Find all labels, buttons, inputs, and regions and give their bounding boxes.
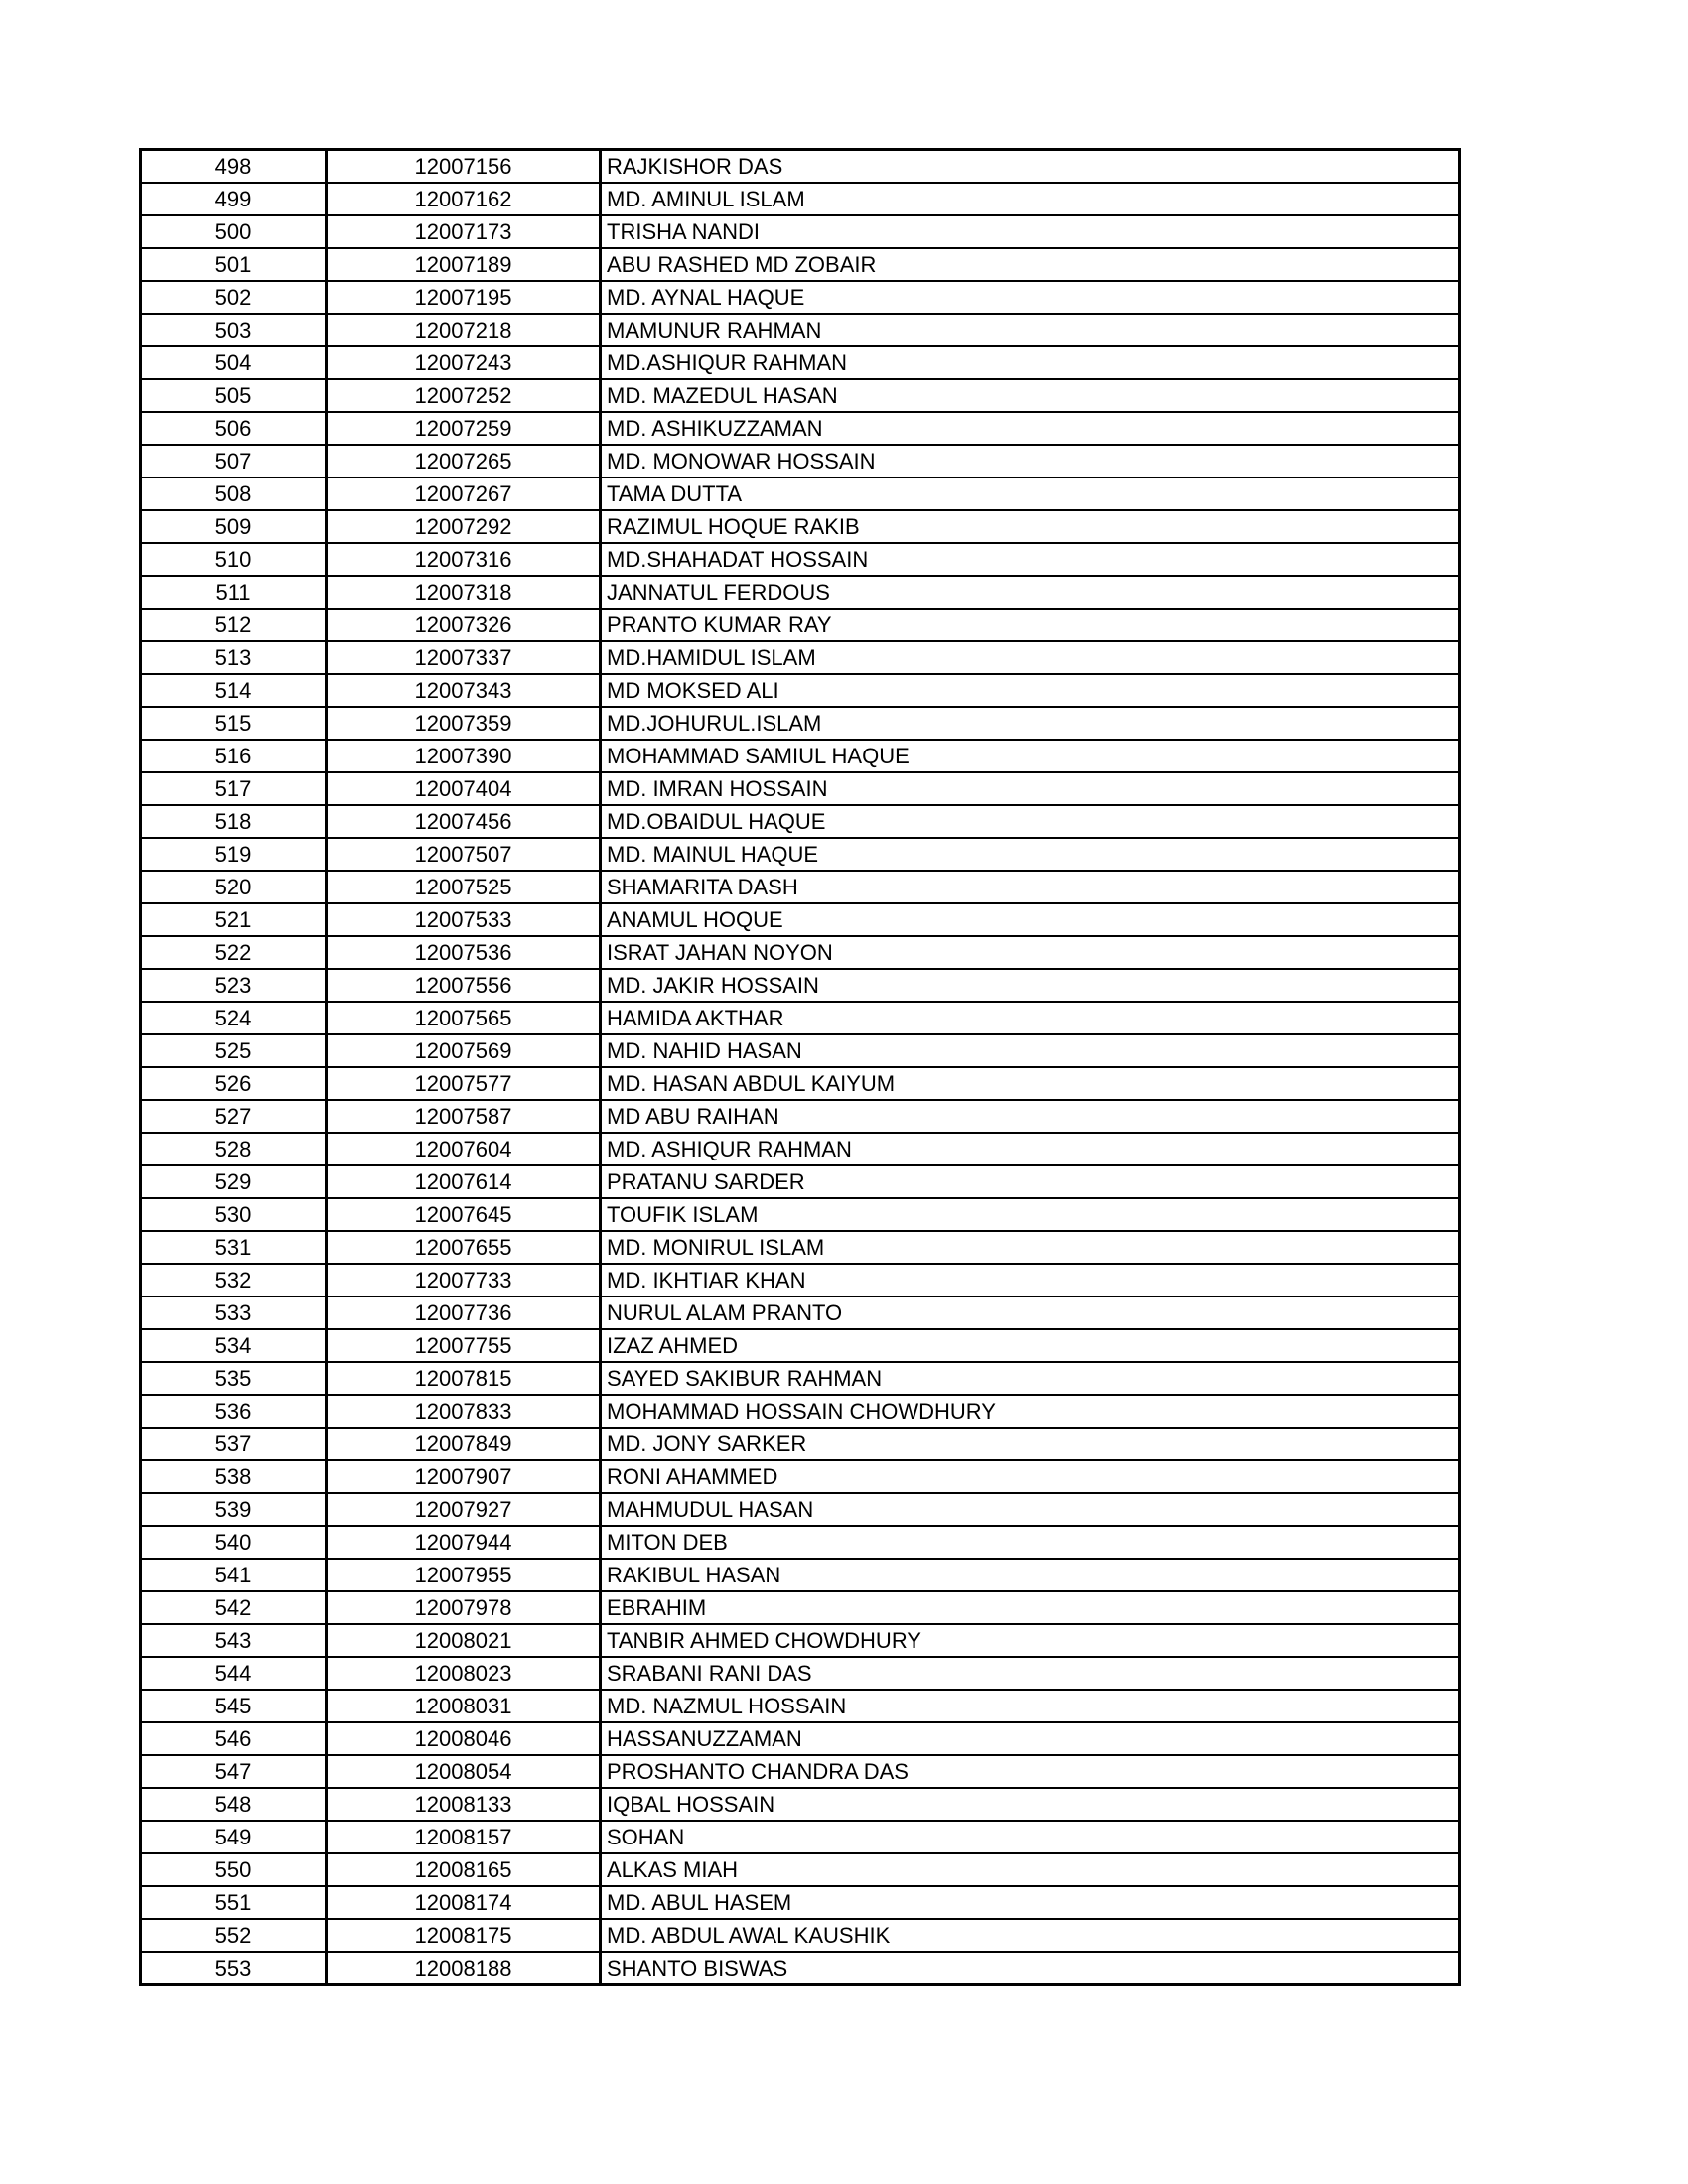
- serial-number-cell: 506: [141, 412, 327, 445]
- candidate-name-cell: ANAMUL HOQUE: [601, 903, 1460, 936]
- serial-number-cell: 543: [141, 1624, 327, 1657]
- serial-number-cell: 553: [141, 1952, 327, 1985]
- table-row: [141, 1329, 1460, 1362]
- roll-number-cell: 12007736: [327, 1297, 601, 1329]
- roll-number-cell: 12007569: [327, 1034, 601, 1067]
- roll-number-cell: 12008175: [327, 1919, 601, 1952]
- roll-number-cell: 12007337: [327, 641, 601, 674]
- roll-number-cell: 12007556: [327, 969, 601, 1002]
- table-row: [141, 412, 1460, 445]
- candidate-name-cell: MD. HASAN ABDUL KAIYUM: [601, 1067, 1460, 1100]
- table-row: [141, 1788, 1460, 1821]
- roll-number-cell: 12007265: [327, 445, 601, 478]
- candidate-name-cell: MD. JAKIR HOSSAIN: [601, 969, 1460, 1002]
- candidate-name-cell: MD ABU RAIHAN: [601, 1100, 1460, 1133]
- candidate-name-cell: MOHAMMAD SAMIUL HAQUE: [601, 740, 1460, 772]
- serial-number-cell: 533: [141, 1297, 327, 1329]
- roll-number-cell: 12008188: [327, 1952, 601, 1985]
- table-row: [141, 1231, 1460, 1264]
- roll-number-cell: 12007390: [327, 740, 601, 772]
- serial-number-cell: 518: [141, 805, 327, 838]
- roll-number-cell: 12007536: [327, 936, 601, 969]
- roll-number-cell: 12007955: [327, 1559, 601, 1591]
- candidate-name-cell: MD. MONOWAR HOSSAIN: [601, 445, 1460, 478]
- table-row: [141, 248, 1460, 281]
- candidate-name-cell: MD. NAZMUL HOSSAIN: [601, 1690, 1460, 1722]
- roll-number-cell: 12008165: [327, 1853, 601, 1886]
- table-row: [141, 445, 1460, 478]
- table-row: [141, 1624, 1460, 1657]
- table-row: [141, 1919, 1460, 1952]
- serial-number-cell: 549: [141, 1821, 327, 1853]
- candidate-name-cell: MD. ABDUL AWAL KAUSHIK: [601, 1919, 1460, 1952]
- serial-number-cell: 503: [141, 314, 327, 346]
- roll-number-cell: 12007907: [327, 1460, 601, 1493]
- table-row: [141, 707, 1460, 740]
- serial-number-cell: 542: [141, 1591, 327, 1624]
- serial-number-cell: 505: [141, 379, 327, 412]
- serial-number-cell: 535: [141, 1362, 327, 1395]
- roll-number-cell: 12007292: [327, 510, 601, 543]
- roll-number-cell: 12007404: [327, 772, 601, 805]
- roll-number-cell: 12007189: [327, 248, 601, 281]
- table-row: [141, 478, 1460, 510]
- candidate-name-cell: MOHAMMAD HOSSAIN CHOWDHURY: [601, 1395, 1460, 1428]
- candidate-name-cell: IQBAL HOSSAIN: [601, 1788, 1460, 1821]
- serial-number-cell: 550: [141, 1853, 327, 1886]
- candidate-name-cell: MD.JOHURUL.ISLAM: [601, 707, 1460, 740]
- table-row: [141, 1657, 1460, 1690]
- roll-number-cell: 12008021: [327, 1624, 601, 1657]
- candidate-name-cell: MD. AMINUL ISLAM: [601, 183, 1460, 215]
- candidate-name-cell: SHAMARITA DASH: [601, 871, 1460, 903]
- serial-number-cell: 532: [141, 1264, 327, 1297]
- serial-number-cell: 498: [141, 150, 327, 184]
- table-row: [141, 1493, 1460, 1526]
- candidate-name-cell: MD. JONY SARKER: [601, 1428, 1460, 1460]
- roll-number-cell: 12007343: [327, 674, 601, 707]
- candidate-name-cell: HAMIDA AKTHAR: [601, 1002, 1460, 1034]
- serial-number-cell: 502: [141, 281, 327, 314]
- table-row: [141, 1755, 1460, 1788]
- table-row: [141, 1034, 1460, 1067]
- table-row: [141, 183, 1460, 215]
- roll-number-cell: 12007359: [327, 707, 601, 740]
- roll-number-cell: 12007456: [327, 805, 601, 838]
- serial-number-cell: 531: [141, 1231, 327, 1264]
- serial-number-cell: 508: [141, 478, 327, 510]
- serial-number-cell: 528: [141, 1133, 327, 1165]
- table-row: [141, 1591, 1460, 1624]
- table-row: [141, 1297, 1460, 1329]
- serial-number-cell: 538: [141, 1460, 327, 1493]
- table-row: [141, 969, 1460, 1002]
- results-table: [139, 148, 1461, 1986]
- serial-number-cell: 514: [141, 674, 327, 707]
- serial-number-cell: 520: [141, 871, 327, 903]
- table-row: [141, 641, 1460, 674]
- table-row: [141, 576, 1460, 609]
- candidate-name-cell: ISRAT JAHAN NOYON: [601, 936, 1460, 969]
- roll-number-cell: 12008174: [327, 1886, 601, 1919]
- table-row: [141, 1821, 1460, 1853]
- table-row: [141, 1886, 1460, 1919]
- candidate-name-cell: MAHMUDUL HASAN: [601, 1493, 1460, 1526]
- roll-number-cell: 12007565: [327, 1002, 601, 1034]
- table-row: [141, 1002, 1460, 1034]
- roll-number-cell: 12008023: [327, 1657, 601, 1690]
- serial-number-cell: 548: [141, 1788, 327, 1821]
- roll-number-cell: 12007218: [327, 314, 601, 346]
- serial-number-cell: 519: [141, 838, 327, 871]
- candidate-name-cell: SRABANI RANI DAS: [601, 1657, 1460, 1690]
- results-table-body: [141, 150, 1460, 1985]
- serial-number-cell: 540: [141, 1526, 327, 1559]
- serial-number-cell: 512: [141, 609, 327, 641]
- table-row: [141, 772, 1460, 805]
- roll-number-cell: 12007815: [327, 1362, 601, 1395]
- table-row: [141, 609, 1460, 641]
- candidate-name-cell: MD. MAINUL HAQUE: [601, 838, 1460, 871]
- table-row: [141, 805, 1460, 838]
- candidate-name-cell: ALKAS MIAH: [601, 1853, 1460, 1886]
- candidate-name-cell: MD.OBAIDUL HAQUE: [601, 805, 1460, 838]
- candidate-name-cell: PRATANU SARDER: [601, 1165, 1460, 1198]
- candidate-name-cell: MD. ABUL HASEM: [601, 1886, 1460, 1919]
- table-row: [141, 1067, 1460, 1100]
- candidate-name-cell: JANNATUL FERDOUS: [601, 576, 1460, 609]
- serial-number-cell: 515: [141, 707, 327, 740]
- roll-number-cell: 12008133: [327, 1788, 601, 1821]
- roll-number-cell: 12007614: [327, 1165, 601, 1198]
- serial-number-cell: 534: [141, 1329, 327, 1362]
- serial-number-cell: 529: [141, 1165, 327, 1198]
- candidate-name-cell: PROSHANTO CHANDRA DAS: [601, 1755, 1460, 1788]
- table-row: [141, 740, 1460, 772]
- candidate-name-cell: TOUFIK ISLAM: [601, 1198, 1460, 1231]
- roll-number-cell: 12007755: [327, 1329, 601, 1362]
- candidate-name-cell: MD. MONIRUL ISLAM: [601, 1231, 1460, 1264]
- table-row: [141, 510, 1460, 543]
- serial-number-cell: 523: [141, 969, 327, 1002]
- candidate-name-cell: MAMUNUR RAHMAN: [601, 314, 1460, 346]
- candidate-name-cell: RONI AHAMMED: [601, 1460, 1460, 1493]
- roll-number-cell: 12007326: [327, 609, 601, 641]
- serial-number-cell: 501: [141, 248, 327, 281]
- candidate-name-cell: SHANTO BISWAS: [601, 1952, 1460, 1985]
- roll-number-cell: 12008054: [327, 1755, 601, 1788]
- serial-number-cell: 551: [141, 1886, 327, 1919]
- table-row: [141, 1460, 1460, 1493]
- roll-number-cell: 12007733: [327, 1264, 601, 1297]
- serial-number-cell: 509: [141, 510, 327, 543]
- serial-number-cell: 547: [141, 1755, 327, 1788]
- table-row: [141, 1165, 1460, 1198]
- table-row: [141, 1526, 1460, 1559]
- candidate-name-cell: PRANTO KUMAR RAY: [601, 609, 1460, 641]
- table-row: [141, 1559, 1460, 1591]
- table-row: [141, 838, 1460, 871]
- candidate-name-cell: TAMA DUTTA: [601, 478, 1460, 510]
- serial-number-cell: 507: [141, 445, 327, 478]
- table-row: [141, 1690, 1460, 1722]
- serial-number-cell: 522: [141, 936, 327, 969]
- table-row: [141, 215, 1460, 248]
- roll-number-cell: 12007195: [327, 281, 601, 314]
- serial-number-cell: 499: [141, 183, 327, 215]
- serial-number-cell: 516: [141, 740, 327, 772]
- roll-number-cell: 12008031: [327, 1690, 601, 1722]
- candidate-name-cell: HASSANUZZAMAN: [601, 1722, 1460, 1755]
- candidate-name-cell: RAKIBUL HASAN: [601, 1559, 1460, 1591]
- table-row: [141, 379, 1460, 412]
- roll-number-cell: 12007259: [327, 412, 601, 445]
- serial-number-cell: 510: [141, 543, 327, 576]
- table-row: [141, 1722, 1460, 1755]
- table-row: [141, 936, 1460, 969]
- serial-number-cell: 526: [141, 1067, 327, 1100]
- roll-number-cell: 12007318: [327, 576, 601, 609]
- candidate-name-cell: EBRAHIM: [601, 1591, 1460, 1624]
- table-row: [141, 1952, 1460, 1985]
- candidate-name-cell: MD. MAZEDUL HASAN: [601, 379, 1460, 412]
- table-row: [141, 1133, 1460, 1165]
- serial-number-cell: 552: [141, 1919, 327, 1952]
- roll-number-cell: 12007173: [327, 215, 601, 248]
- serial-number-cell: 537: [141, 1428, 327, 1460]
- serial-number-cell: 504: [141, 346, 327, 379]
- roll-number-cell: 12007849: [327, 1428, 601, 1460]
- table-row: [141, 1853, 1460, 1886]
- roll-number-cell: 12007243: [327, 346, 601, 379]
- roll-number-cell: 12007944: [327, 1526, 601, 1559]
- roll-number-cell: 12007587: [327, 1100, 601, 1133]
- serial-number-cell: 524: [141, 1002, 327, 1034]
- table-row: [141, 543, 1460, 576]
- roll-number-cell: 12007252: [327, 379, 601, 412]
- roll-number-cell: 12007645: [327, 1198, 601, 1231]
- serial-number-cell: 500: [141, 215, 327, 248]
- table-row: [141, 314, 1460, 346]
- serial-number-cell: 539: [141, 1493, 327, 1526]
- table-row: [141, 674, 1460, 707]
- roll-number-cell: 12008157: [327, 1821, 601, 1853]
- candidate-name-cell: SAYED SAKIBUR RAHMAN: [601, 1362, 1460, 1395]
- candidate-name-cell: ABU RASHED MD ZOBAIR: [601, 248, 1460, 281]
- roll-number-cell: 12007525: [327, 871, 601, 903]
- serial-number-cell: 545: [141, 1690, 327, 1722]
- candidate-name-cell: MD.SHAHADAT HOSSAIN: [601, 543, 1460, 576]
- candidate-name-cell: TANBIR AHMED CHOWDHURY: [601, 1624, 1460, 1657]
- serial-number-cell: 530: [141, 1198, 327, 1231]
- candidate-name-cell: IZAZ AHMED: [601, 1329, 1460, 1362]
- table-row: [141, 1198, 1460, 1231]
- candidate-name-cell: MD. NAHID HASAN: [601, 1034, 1460, 1067]
- roll-number-cell: 12007162: [327, 183, 601, 215]
- table-row: [141, 1362, 1460, 1395]
- candidate-name-cell: SOHAN: [601, 1821, 1460, 1853]
- roll-number-cell: 12007316: [327, 543, 601, 576]
- candidate-name-cell: TRISHA NANDI: [601, 215, 1460, 248]
- serial-number-cell: 546: [141, 1722, 327, 1755]
- serial-number-cell: 521: [141, 903, 327, 936]
- table-row: [141, 1428, 1460, 1460]
- roll-number-cell: 12007507: [327, 838, 601, 871]
- roll-number-cell: 12007156: [327, 150, 601, 184]
- candidate-name-cell: NURUL ALAM PRANTO: [601, 1297, 1460, 1329]
- table-row: [141, 281, 1460, 314]
- roll-number-cell: 12007577: [327, 1067, 601, 1100]
- roll-number-cell: 12007927: [327, 1493, 601, 1526]
- serial-number-cell: 541: [141, 1559, 327, 1591]
- roll-number-cell: 12007267: [327, 478, 601, 510]
- roll-number-cell: 12007833: [327, 1395, 601, 1428]
- table-row: [141, 903, 1460, 936]
- table-row: [141, 150, 1460, 184]
- roll-number-cell: 12007604: [327, 1133, 601, 1165]
- serial-number-cell: 525: [141, 1034, 327, 1067]
- candidate-name-cell: RAJKISHOR DAS: [601, 150, 1460, 184]
- candidate-name-cell: MD. ASHIKUZZAMAN: [601, 412, 1460, 445]
- roll-number-cell: 12008046: [327, 1722, 601, 1755]
- candidate-name-cell: MD MOKSED ALI: [601, 674, 1460, 707]
- table-row: [141, 1100, 1460, 1133]
- table-row: [141, 1395, 1460, 1428]
- candidate-name-cell: MD. IMRAN HOSSAIN: [601, 772, 1460, 805]
- serial-number-cell: 513: [141, 641, 327, 674]
- candidate-name-cell: MITON DEB: [601, 1526, 1460, 1559]
- roll-number-cell: 12007533: [327, 903, 601, 936]
- candidate-name-cell: MD. IKHTIAR KHAN: [601, 1264, 1460, 1297]
- serial-number-cell: 544: [141, 1657, 327, 1690]
- table-row: [141, 346, 1460, 379]
- candidate-name-cell: MD. ASHIQUR RAHMAN: [601, 1133, 1460, 1165]
- serial-number-cell: 536: [141, 1395, 327, 1428]
- candidate-name-cell: RAZIMUL HOQUE RAKIB: [601, 510, 1460, 543]
- serial-number-cell: 527: [141, 1100, 327, 1133]
- serial-number-cell: 517: [141, 772, 327, 805]
- table-row: [141, 871, 1460, 903]
- roll-number-cell: 12007978: [327, 1591, 601, 1624]
- roll-number-cell: 12007655: [327, 1231, 601, 1264]
- candidate-name-cell: MD. AYNAL HAQUE: [601, 281, 1460, 314]
- table-row: [141, 1264, 1460, 1297]
- candidate-name-cell: MD.ASHIQUR RAHMAN: [601, 346, 1460, 379]
- serial-number-cell: 511: [141, 576, 327, 609]
- candidate-name-cell: MD.HAMIDUL ISLAM: [601, 641, 1460, 674]
